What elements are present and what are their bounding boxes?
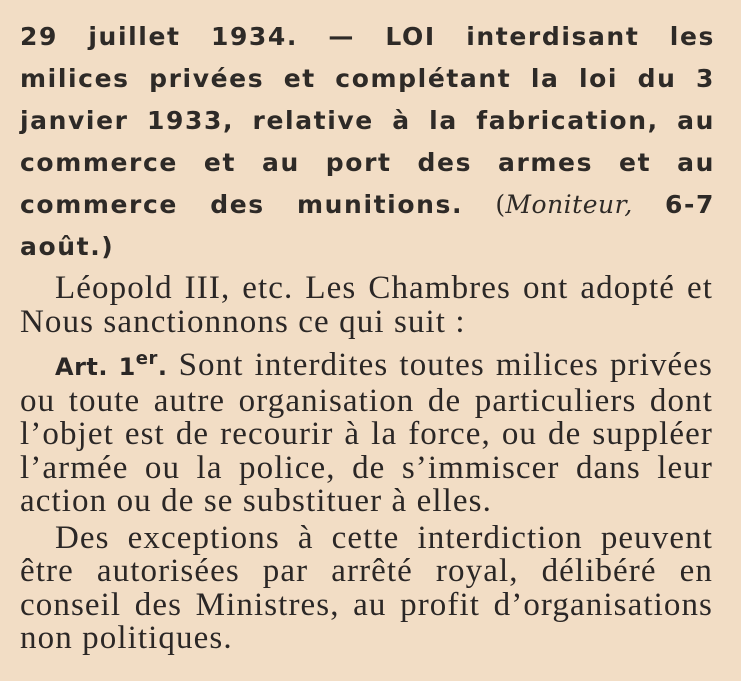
article-1-paragraph bbox=[20, 342, 713, 519]
source-name: Moniteur, bbox=[505, 190, 633, 219]
source-date: 6-7 août.) bbox=[20, 190, 715, 261]
source-open-paren: ( bbox=[495, 190, 506, 219]
heading-dash: — bbox=[328, 22, 356, 51]
law-body bbox=[20, 272, 713, 656]
article-1-text: Sont interdites toutes milices privées ou toute autre organisation de particuliers dont l’objet est de recourir à la force, ou de suppléer l’armée ou la police, de s’immiscer dans leur action ou de se substituer à elles. bbox=[20, 347, 713, 519]
article-1-label: Art. 1er. bbox=[55, 348, 168, 381]
law-title: interdisant les milices privées et complétant la loi du 3 janvier 1933, relative à la fabrication, au commerce et au port des armes et au commerce des munitions. bbox=[20, 22, 715, 219]
law-type: LOI bbox=[385, 22, 436, 51]
preamble-paragraph: Léopold III, etc. Les Chambres ont adopté et Nous sanctionnons ce qui suit : bbox=[20, 270, 713, 340]
law-heading bbox=[20, 16, 715, 268]
exceptions-paragraph: Des exceptions à cette interdiction peuvent être autorisées par arrêté royal, délibéré en conseil des Ministres, au profit d’organisations non politiques. bbox=[20, 519, 713, 656]
law-date: 29 juillet 1934. bbox=[20, 22, 299, 51]
article-1-superscript: er bbox=[135, 348, 158, 369]
